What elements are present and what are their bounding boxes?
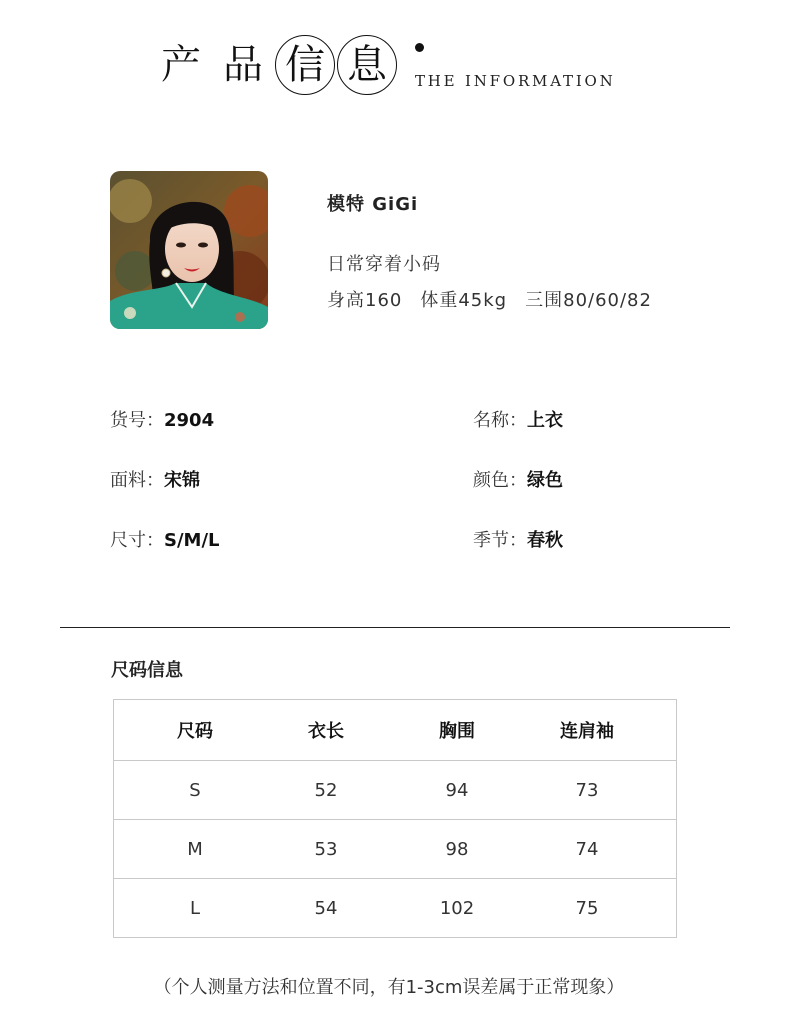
table-cell: M <box>187 838 203 860</box>
table-header-row <box>114 700 676 760</box>
header-dot <box>415 43 424 52</box>
spec-item-number <box>110 406 214 432</box>
spec-value: 2904 <box>164 410 215 431</box>
spec-label: 货号： <box>110 410 164 431</box>
spec-item-size <box>110 526 220 552</box>
spec-label: 季节： <box>473 530 527 551</box>
table-cell: 53 <box>314 838 338 860</box>
model-name: 模特 GiGi <box>327 194 419 215</box>
model-stats <box>327 286 670 312</box>
spec-label: 颜色： <box>473 470 527 491</box>
table-header-cell: 衣长 <box>308 721 344 742</box>
table-row <box>114 878 676 937</box>
spec-item-fabric <box>110 466 200 492</box>
model-height: 身高160 <box>327 290 403 311</box>
model-weight: 体重45kg <box>420 290 508 311</box>
spec-value: 绿色 <box>527 470 563 491</box>
spec-item-color <box>473 466 563 492</box>
table-cell: 52 <box>314 779 338 801</box>
spec-value: 宋锦 <box>164 470 200 491</box>
size-table <box>113 699 677 938</box>
table-cell: 74 <box>575 838 599 860</box>
table-header-cell: 尺码 <box>177 721 213 742</box>
spec-value: S/M/L <box>164 530 220 551</box>
table-header-cell: 胸围 <box>439 721 475 742</box>
title-char-2: 品 <box>223 42 263 88</box>
table-cell: 54 <box>314 897 338 919</box>
table-cell: S <box>189 779 201 801</box>
model-measurements: 三围80/60/82 <box>525 290 652 311</box>
table-cell: 73 <box>575 779 599 801</box>
title-char-1: 产 <box>161 42 201 88</box>
title-char-4-circled: 息 <box>337 35 397 95</box>
spec-value: 上衣 <box>527 410 563 431</box>
table-cell: 102 <box>439 897 475 919</box>
table-header-cell: 连肩袖 <box>560 721 614 742</box>
title-char-3-circled: 信 <box>275 35 335 95</box>
size-section-title: 尺码信息 <box>111 660 183 681</box>
model-size-note: 日常穿着小码 <box>327 254 441 275</box>
section-divider <box>60 627 730 628</box>
spec-label: 名称： <box>473 410 527 431</box>
table-row <box>114 819 676 878</box>
spec-item-season <box>473 526 563 552</box>
spec-value: 春秋 <box>527 530 563 551</box>
measurement-footnote: （个人测量方法和位置不同，有1-3cm误差属于正常现象） <box>153 977 625 998</box>
table-cell: L <box>189 897 201 919</box>
table-row <box>114 760 676 819</box>
table-cell: 98 <box>445 838 469 860</box>
header-subtitle: THE INFORMATION <box>415 72 616 90</box>
model-photo <box>110 171 268 329</box>
spec-label: 面料： <box>110 470 164 491</box>
spec-item-name <box>473 406 563 432</box>
table-cell: 75 <box>575 897 599 919</box>
spec-label: 尺寸： <box>110 530 164 551</box>
table-cell: 94 <box>445 779 469 801</box>
